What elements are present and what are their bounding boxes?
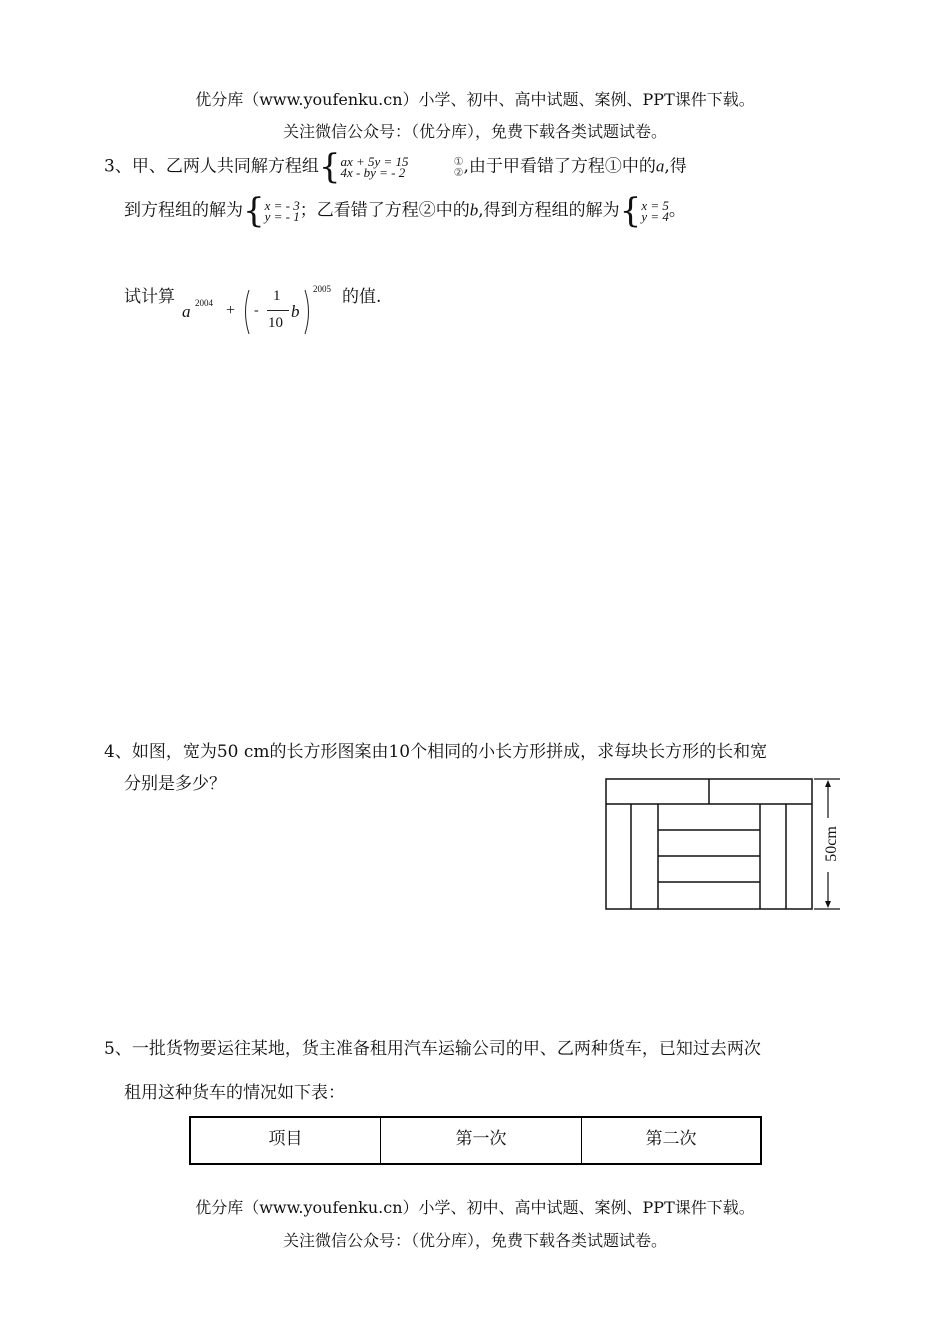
- expr-minus: -: [254, 303, 259, 318]
- q3-line2-end: 。: [668, 200, 686, 221]
- var-a: a: [655, 156, 665, 176]
- solution-2-brace: {: [619, 191, 642, 231]
- q4-line-1: 4、如图，宽为50 cm的长方形图案由10个相同的小长方形拼成，求每块长方形的长和宽: [104, 742, 768, 762]
- solution-1-x: x = - 3: [264, 198, 300, 213]
- q3-text-de: ,得: [664, 156, 687, 177]
- expr-base-a: a: [182, 302, 191, 321]
- solution-1-brace: {: [243, 191, 265, 231]
- table-header-second: 第二次: [582, 1117, 762, 1164]
- table-header-first: 第一次: [381, 1117, 582, 1164]
- q3-line-2: [124, 191, 686, 231]
- table-header-row: [190, 1117, 761, 1164]
- solution-1-y: y = - 1: [264, 209, 300, 224]
- table-header-item: 项目: [190, 1117, 381, 1164]
- expr-exponent-2004: 2004: [195, 298, 213, 308]
- expr-var-b: b: [291, 302, 300, 321]
- right-paren: [302, 288, 314, 336]
- q3-calc-end: 的值.: [342, 287, 382, 307]
- system-brace: {: [318, 147, 341, 187]
- dimension-label: 50cm: [823, 826, 840, 862]
- q3-calc-label: 试计算: [124, 287, 175, 307]
- frac-numerator: 1: [273, 288, 281, 304]
- q3-line-1: [104, 147, 687, 187]
- rectangle-pattern-figure: [600, 774, 850, 916]
- q5-line-2: 租用这种货车的情况如下表：: [124, 1083, 345, 1103]
- solution-2-y: y = 4: [641, 209, 669, 224]
- header-line-1: 优分库（www.youfenku.cn）小学、初中、高中试题、案例、PPT课件下载。: [195, 90, 755, 109]
- var-b: b: [469, 200, 479, 220]
- marker-1: ①: [453, 155, 464, 168]
- footer-line-1: 优分库（www.youfenku.cn）小学、初中、高中试题、案例、PPT课件下载。: [195, 1198, 755, 1217]
- expr-exponent-2005: 2005: [313, 284, 331, 294]
- equation-system: [340, 156, 408, 178]
- solution-1: [265, 200, 300, 222]
- equation-2: 4x - by = - 2: [340, 165, 406, 180]
- q3-intro: 3、甲、乙两人共同解方程组: [104, 156, 319, 177]
- q3-expression: [180, 282, 345, 338]
- frac-denominator: 10: [268, 315, 283, 331]
- equation-1: ax + 5y = 15: [340, 154, 409, 169]
- q4-line-2: 分别是多少？: [124, 774, 226, 794]
- expr-plus: +: [226, 302, 236, 319]
- rental-table: [189, 1116, 762, 1165]
- q5-line-1: 5、一批货物要运往某地，货主准备租用汽车运输公司的甲、乙两种货车，已知过去两次: [104, 1039, 761, 1059]
- left-paren: [240, 288, 252, 336]
- marker-2: ②: [453, 166, 464, 179]
- q3-text-after-system: ,由于甲看错了方程①中的: [463, 156, 656, 177]
- q3-line2-mid: ；乙看错了方程②中的: [299, 200, 470, 221]
- q3-line2-mid2: ,得到方程组的解为: [478, 200, 620, 221]
- equation-markers: [454, 156, 464, 178]
- fraction-bar: [267, 310, 289, 311]
- solution-2: [641, 200, 669, 222]
- footer-line-2: 关注微信公众号：（优分库），免费下载各类试题试卷。: [282, 1231, 667, 1250]
- q3-line2-start: 到方程组的解为: [124, 200, 243, 221]
- solution-2-x: x = 5: [641, 198, 669, 213]
- header-line-2: 关注微信公众号：（优分库），免费下载各类试题试卷。: [282, 122, 667, 141]
